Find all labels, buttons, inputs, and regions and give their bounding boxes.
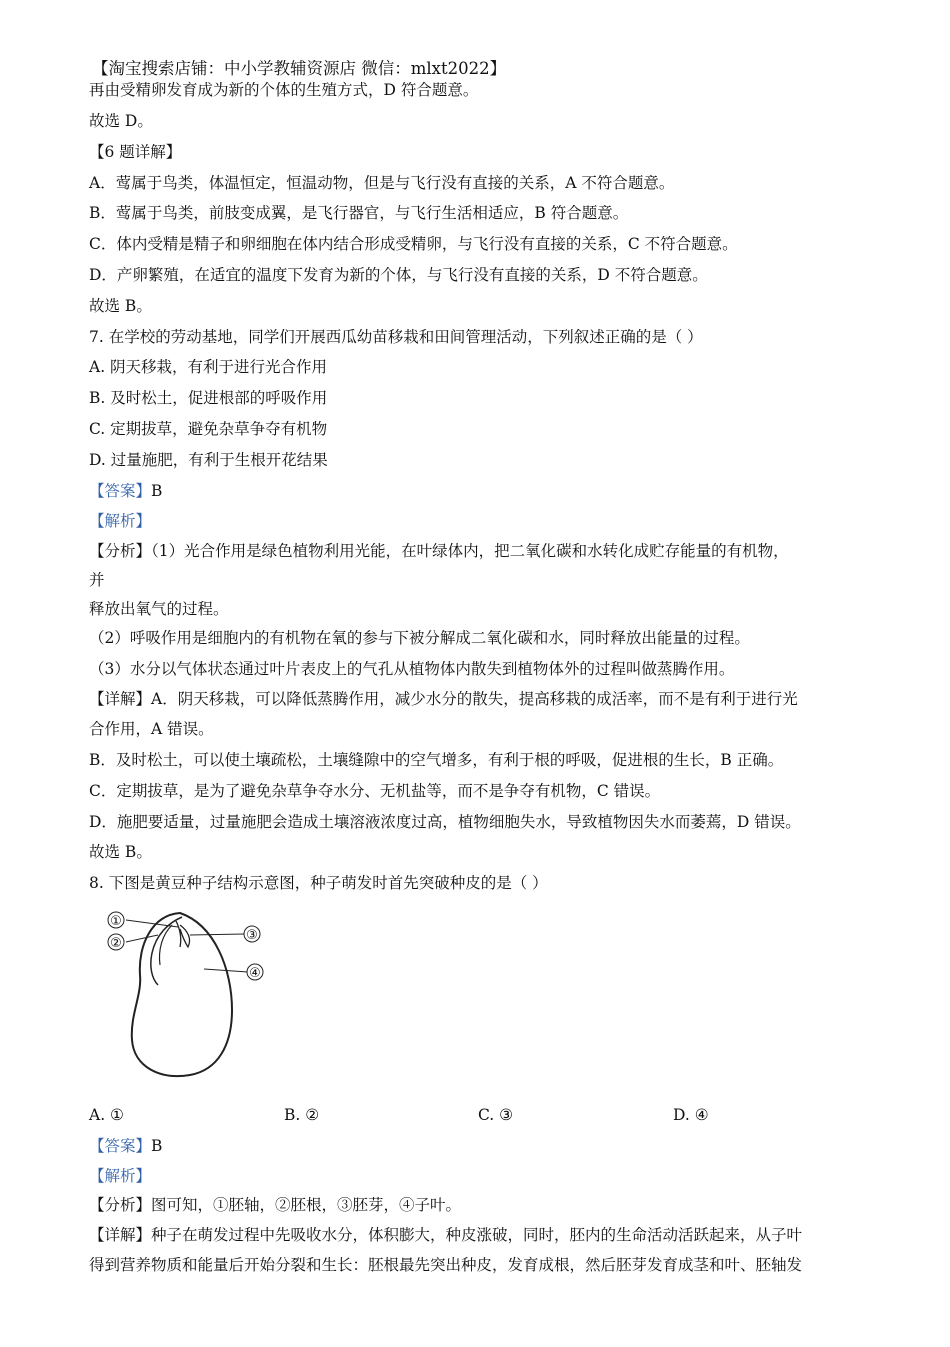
label-4: ④: [249, 966, 261, 981]
q8-analysis-tag: 【解析】: [89, 1167, 152, 1185]
q5-tail-line: 再由受精卵发育成为新的个体的生殖方式，D 符合题意。: [89, 81, 479, 99]
q7-detail-b: B．及时松土，可以使土壤疏松，土壤缝隙中的空气增多，有利于根的呼吸，促进根的生长，B 正确。: [89, 751, 784, 769]
q7-option-b: B. 及时松土，促进根部的呼吸作用: [89, 389, 328, 407]
q7-fenxi-1c: 释放出氧气的过程。: [89, 600, 229, 618]
q7-detail-a2: 合作用，A 错误。: [89, 720, 214, 738]
detail-text: A．阴天移栽，可以降低蒸腾作用，减少水分的散失，提高移栽的成活率，而不是有利于进行光: [151, 690, 798, 708]
q8-question: 8. 下图是黄豆种子结构示意图，种子萌发时首先突破种皮的是（ ）: [89, 874, 548, 892]
q7-fenxi-3: （3）水分以气体状态通过叶片表皮上的气孔从植物体内散失到植物体外的过程叫做蒸腾作用。: [89, 660, 735, 678]
q7-detail-a: [89, 689, 870, 709]
q8-option-a: A. ①: [89, 1106, 124, 1124]
answer-tag: 【答案】: [89, 1137, 152, 1155]
q7-fenxi-1: [89, 541, 870, 561]
q6-conclusion: 故选 B。: [89, 297, 152, 315]
fenxi-text: （1）光合作用是绿色植物利用光能，在叶绿体内，把二氧化碳和水转化成贮存能量的有机物，: [151, 542, 789, 560]
page-header: 【淘宝搜索店铺：中小学教辅资源店 微信：mlxt2022】: [92, 59, 507, 78]
q6-line-a: A．莺属于鸟类，体温恒定，恒温动物，但是与飞行没有直接的关系，A 不符合题意。: [89, 174, 675, 192]
q8-option-c: C. ③: [478, 1106, 514, 1124]
q7-conclusion: 故选 B。: [89, 843, 152, 861]
q6-title: 【6 题详解】: [89, 143, 182, 161]
answer-value: B: [151, 482, 163, 500]
q7-fenxi-1b: 并: [89, 571, 105, 589]
q8-option-d: D. ④: [673, 1106, 709, 1124]
q6-line-c: C．体内受精是精子和卵细胞在体内结合形成受精卵，与飞行没有直接的关系，C 不符合题意。: [89, 235, 738, 253]
fenxi-text: 图可知，①胚轴，②胚根，③胚芽，④子叶。: [151, 1196, 462, 1214]
q8-option-b: B. ②: [284, 1106, 320, 1124]
answer-tag: 【答案】: [89, 482, 152, 500]
q7-answer: [89, 481, 870, 501]
label-3: ③: [246, 928, 258, 943]
q7-option-a: A. 阴天移栽，有利于进行光合作用: [89, 358, 328, 376]
fenxi-tag: 【分析】: [89, 542, 152, 560]
detail-text: 种子在萌发过程中先吸收水分，体积膨大，种皮涨破，同时，胚内的生命活动活跃起来，从子叶: [151, 1226, 803, 1244]
q7-analysis-tag: 【解析】: [89, 512, 152, 530]
q5-conclusion: 故选 D。: [89, 112, 153, 130]
q7-fenxi-2: （2）呼吸作用是细胞内的有机物在氧的参与下被分解成二氧化碳和水，同时释放出能量的过程。: [89, 629, 750, 647]
q8-answer: [89, 1136, 870, 1156]
q7-option-c: C. 定期拔草，避免杂草争夺有机物: [89, 420, 328, 438]
seed-diagram: [100, 905, 270, 1085]
label-1: ①: [110, 914, 122, 929]
fenxi-tag: 【分析】: [89, 1196, 152, 1214]
detail-tag: 【详解】: [89, 690, 152, 708]
q7-detail-c: C．定期拔草，是为了避免杂草争夺水分、无机盐等，而不是争夺有机物，C 错误。: [89, 782, 661, 800]
detail-tag: 【详解】: [89, 1226, 152, 1244]
q7-option-d: D. 过量施肥，有利于生根开花结果: [89, 451, 328, 469]
q8-detail-1: [89, 1225, 870, 1245]
q7-detail-d: D．施肥要适量，过量施肥会造成土壤溶液浓度过高，植物细胞失水，导致植物因失水而萎蔫，D 错误。: [89, 813, 801, 831]
q8-fenxi: [89, 1195, 870, 1215]
q6-line-b: B．莺属于鸟类，前肢变成翼，是飞行器官，与飞行生活相适应，B 符合题意。: [89, 204, 629, 222]
q7-question: 7. 在学校的劳动基地，同学们开展西瓜幼苗移栽和田间管理活动，下列叙述正确的是（ ）: [89, 328, 703, 346]
embryo-plumule: [176, 921, 190, 947]
q8-detail-2: 得到营养物质和能量后开始分裂和生长：胚根最先突出种皮，发育成根，然后胚芽发育成茎和叶、胚轴发: [89, 1256, 803, 1274]
q6-line-d: D．产卵繁殖，在适宜的温度下发育为新的个体，与飞行没有直接的关系，D 不符合题意。: [89, 266, 708, 284]
label-2: ②: [110, 936, 122, 951]
answer-value: B: [151, 1137, 163, 1155]
